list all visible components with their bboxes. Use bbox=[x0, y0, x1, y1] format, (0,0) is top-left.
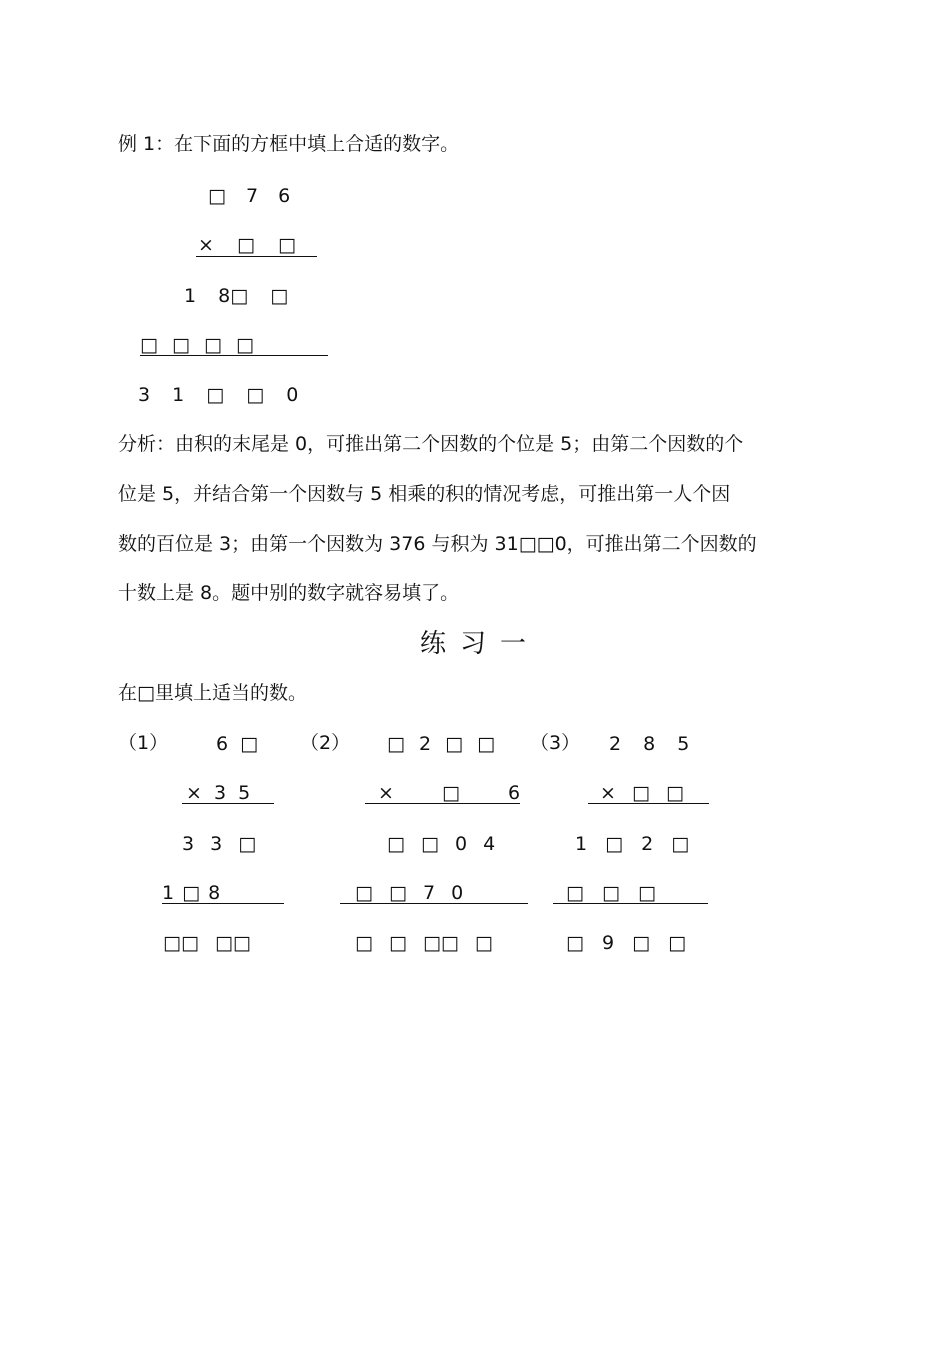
analysis-line-4: 十数上是 8。题中别的数字就容易填了。 bbox=[118, 582, 460, 604]
example-heading: 例 1：在下面的方框中填上合适的数字。 bbox=[118, 133, 460, 155]
problem-1-row-5: □□ □□ bbox=[163, 932, 251, 954]
problem-1-row-1: 6 □ bbox=[216, 733, 259, 755]
example-line-2 bbox=[140, 355, 328, 356]
problem-1-row-3: 3 3 □ bbox=[182, 833, 257, 855]
exercise-instruction: 在□里填上适当的数。 bbox=[118, 682, 307, 704]
problem-2-line-1 bbox=[365, 803, 520, 804]
problem-3-row-3: 1 □ 2 □ bbox=[575, 833, 690, 855]
problem-2-row-3: □ □ 0 4 bbox=[387, 833, 496, 855]
problem-3-label: （3） bbox=[530, 732, 581, 754]
example-line-1 bbox=[196, 256, 317, 257]
problem-2-line-2 bbox=[340, 903, 528, 904]
problem-1-row-2: × 3 5 bbox=[186, 782, 251, 804]
example-row-1: □ 7 6 bbox=[208, 185, 291, 207]
problem-3-row-5: □ 9 □ □ bbox=[566, 932, 687, 954]
problem-3-row-4: □ □ □ bbox=[566, 882, 656, 904]
example-row-3: 1 8□ □ bbox=[184, 285, 289, 307]
problem-2-row-4: □ □ 7 0 bbox=[355, 882, 464, 904]
problem-3-line-1 bbox=[588, 803, 709, 804]
analysis-line-3: 数的百位是 3；由第一个因数为 376 与积为 31□□0，可推出第二个因数的 bbox=[118, 533, 757, 555]
problem-2-row-5: □ □ □□ □ bbox=[355, 932, 493, 954]
problem-2-row-1: □ 2 □ □ bbox=[387, 733, 496, 755]
problem-3-row-1: 2 8 5 bbox=[609, 733, 690, 755]
problem-3-row-2: × □ □ bbox=[600, 782, 684, 804]
example-row-2: × □ □ bbox=[198, 234, 296, 256]
example-row-4: □ □ □ □ bbox=[140, 334, 254, 356]
problem-1-line-1 bbox=[182, 803, 274, 804]
problem-1-label: （1） bbox=[118, 732, 169, 754]
analysis-line-2: 位是 5，并结合第一个因数与 5 相乘的积的情况考虑，可推出第一人个因 bbox=[118, 483, 731, 505]
example-row-5: 3 1 □ □ 0 bbox=[138, 384, 299, 406]
analysis-line-1: 分析：由积的末尾是 0，可推出第二个因数的个位是 5；由第二个因数的个 bbox=[118, 433, 744, 455]
problem-2-row-2: × □ 6 bbox=[378, 782, 521, 804]
problem-1-row-4: 1 □ 8 bbox=[162, 882, 221, 904]
problem-2-label: （2） bbox=[300, 732, 351, 754]
problem-1-line-2 bbox=[162, 903, 284, 904]
exercise-title: 练习一 bbox=[420, 629, 541, 659]
problem-3-line-2 bbox=[553, 903, 708, 904]
